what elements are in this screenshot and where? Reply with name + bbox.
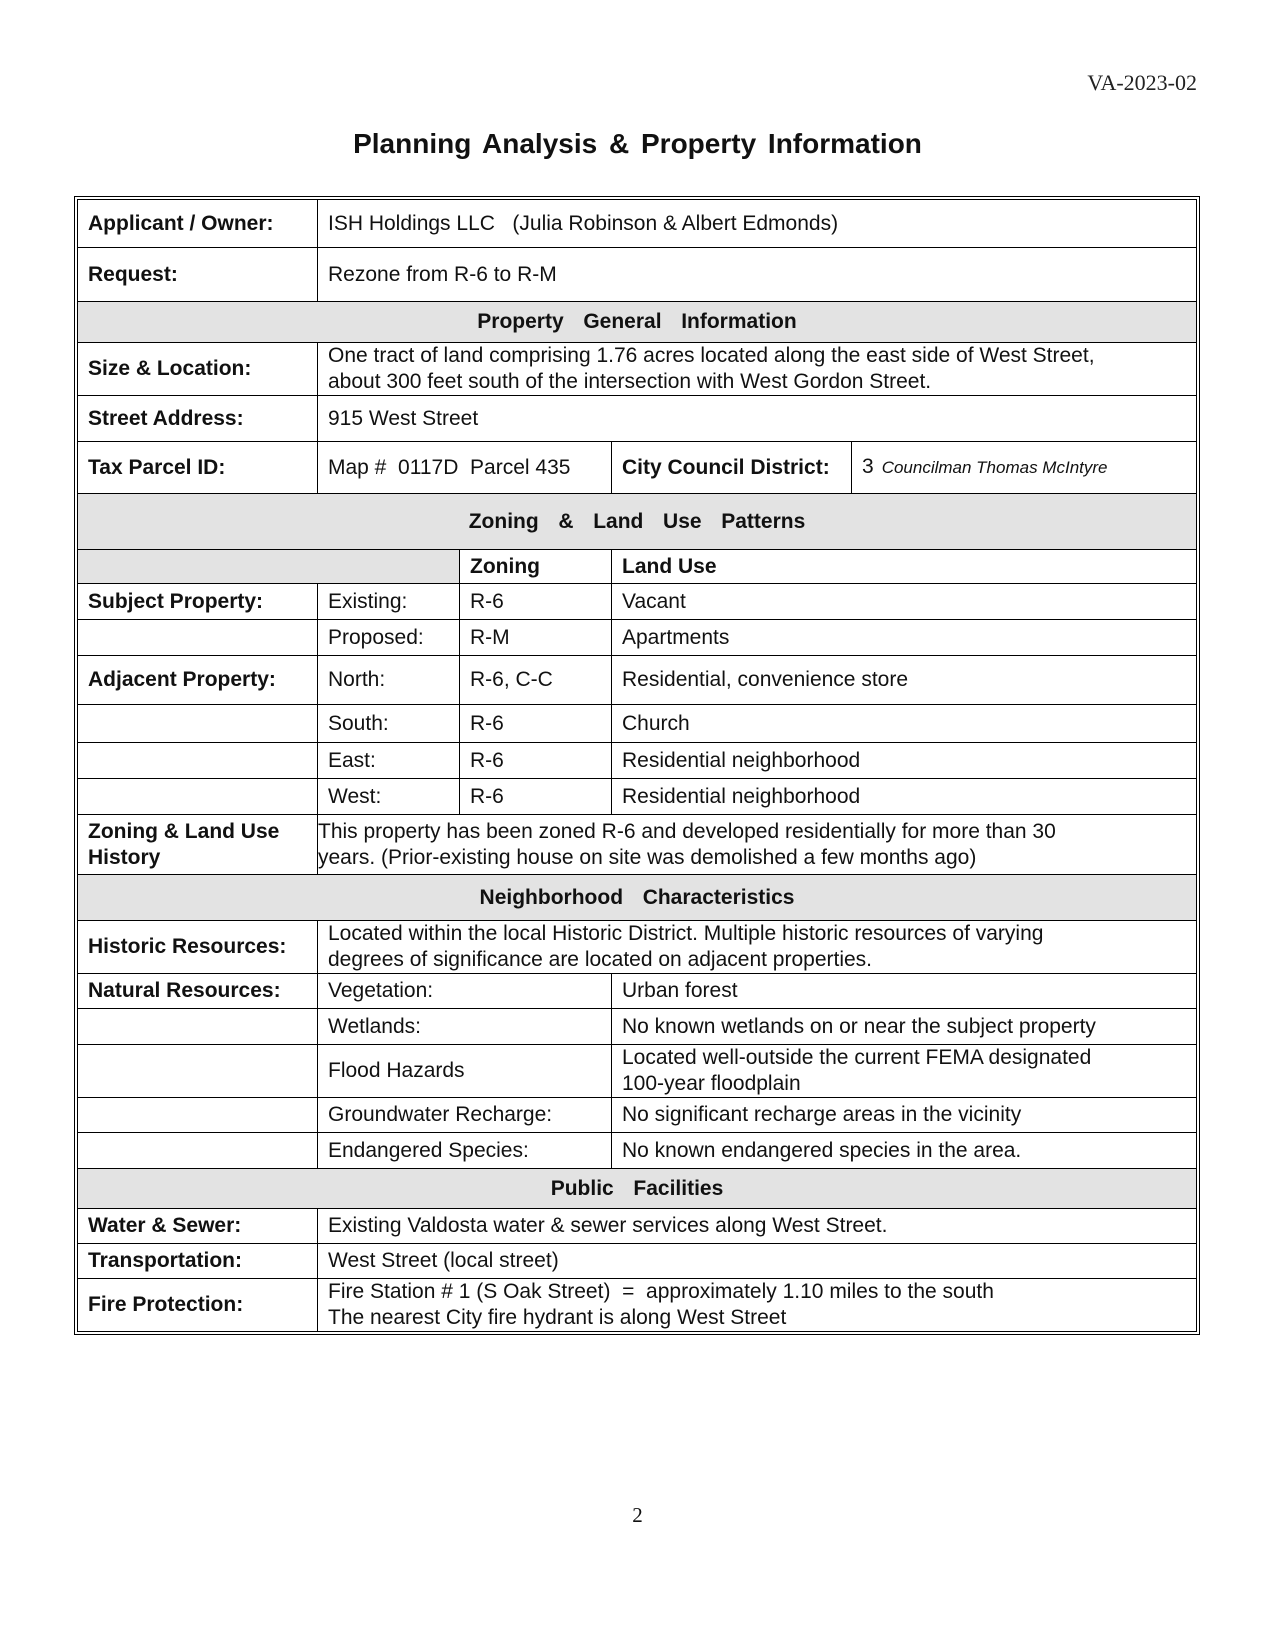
section-header-neighborhood	[78, 875, 1197, 921]
natural-item: Endangered Species:	[318, 1133, 612, 1169]
zoning-history-line-2: years. (Prior-existing house on site was demolished a few months ago)	[318, 845, 977, 869]
tax-parcel-label: Tax Parcel ID:	[78, 442, 318, 494]
size-location-line-2: about 300 feet south of the intersection with West Gordon Street.	[328, 370, 932, 393]
page-title: Planning Analysis & Property Information	[353, 128, 922, 159]
applicant-label: Applicant / Owner:	[78, 200, 318, 248]
adjacent-property-label: Adjacent Property:	[78, 656, 318, 705]
historic-resources-value	[318, 921, 1197, 974]
adjacent-west-dir: West:	[318, 779, 460, 815]
zoning-column-headers	[78, 550, 1197, 584]
flood-line-1: Located well-outside the current FEMA designated	[622, 1046, 1092, 1069]
natural-value	[612, 1045, 1197, 1098]
zoning-history-line-1: This property has been zoned R-6 and developed residentially for more than 30	[318, 819, 1056, 843]
water-sewer-value: Existing Valdosta water & sewer services along West Street.	[318, 1209, 1197, 1244]
adjacent-east-row	[78, 743, 1197, 779]
request-row	[78, 248, 1197, 302]
applicant-row	[78, 200, 1197, 248]
flood-line-2: 100-year floodplain	[622, 1072, 801, 1095]
blank-cell	[78, 743, 318, 779]
natural-vegetation-row	[78, 974, 1197, 1009]
zoning-heading: Zoning & Land Use Patterns	[78, 494, 1197, 550]
adjacent-south-use: Church	[612, 705, 1197, 743]
street-address-label: Street Address:	[78, 396, 318, 442]
historic-resources-line-1: Located within the local Historic District. Multiple historic resources of varying	[328, 922, 1044, 945]
blank-cell	[78, 1098, 318, 1133]
blank-cell	[78, 1045, 318, 1098]
zoning-header-blank	[78, 550, 460, 584]
natural-flood-row	[78, 1045, 1197, 1098]
historic-resources-label: Historic Resources:	[78, 921, 318, 974]
natural-item: Vegetation:	[318, 974, 612, 1009]
size-location-label: Size & Location:	[78, 343, 318, 396]
subject-existing-zoning: R-6	[460, 584, 612, 620]
tax-parcel-value: Map # 0117D Parcel 435	[318, 442, 612, 494]
adjacent-east-dir: East:	[318, 743, 460, 779]
zoning-history-value	[318, 815, 1197, 875]
general-heading: Property General Information	[78, 302, 1197, 343]
zoning-history-label-line-2: History	[88, 845, 161, 869]
natural-value: No known endangered species in the area.	[612, 1133, 1197, 1169]
transportation-value: West Street (local street)	[318, 1244, 1197, 1279]
blank-cell	[78, 1009, 318, 1045]
applicant-value: ISH Holdings LLC (Julia Robinson & Albert Edmonds)	[318, 200, 1197, 248]
size-location-value	[318, 343, 1197, 396]
natural-groundwater-row	[78, 1098, 1197, 1133]
subject-proposed-use: Apartments	[612, 620, 1197, 656]
subject-existing-row	[78, 584, 1197, 620]
adjacent-south-row	[78, 705, 1197, 743]
size-location-row	[78, 343, 1197, 396]
blank-cell	[78, 705, 318, 743]
section-header-zoning	[78, 494, 1197, 550]
natural-value: No significant recharge areas in the vicinity	[612, 1098, 1197, 1133]
subject-existing-dir: Existing:	[318, 584, 460, 620]
case-number: VA-2023-02	[1087, 70, 1197, 95]
natural-value: No known wetlands on or near the subject property	[612, 1009, 1197, 1045]
page-number: 2	[632, 1503, 643, 1527]
blank-cell	[78, 620, 318, 656]
subject-proposed-row	[78, 620, 1197, 656]
adjacent-west-zoning: R-6	[460, 779, 612, 815]
blank-cell	[78, 1133, 318, 1169]
transportation-row	[78, 1244, 1197, 1279]
adjacent-south-dir: South:	[318, 705, 460, 743]
natural-resources-label: Natural Resources:	[78, 974, 318, 1009]
request-label: Request:	[78, 248, 318, 302]
fire-protection-line-2: The nearest City fire hydrant is along West Street	[328, 1306, 787, 1329]
natural-wetlands-row	[78, 1009, 1197, 1045]
facilities-heading: Public Facilities	[78, 1169, 1197, 1209]
tax-parcel-row	[78, 442, 1197, 494]
zoning-history-label-line-1: Zoning & Land Use	[88, 819, 280, 843]
subject-existing-use: Vacant	[612, 584, 1197, 620]
landuse-column-header: Land Use	[612, 550, 1197, 584]
adjacent-north-use: Residential, convenience store	[612, 656, 1197, 705]
blank-cell	[78, 779, 318, 815]
council-district-number: 3	[862, 455, 874, 478]
fire-protection-value	[318, 1279, 1197, 1332]
size-location-line-1: One tract of land comprising 1.76 acres located along the east side of West Street,	[328, 344, 1095, 367]
adjacent-north-row	[78, 656, 1197, 705]
subject-property-label: Subject Property:	[78, 584, 318, 620]
natural-item: Flood Hazards	[318, 1045, 612, 1098]
natural-value: Urban forest	[612, 974, 1197, 1009]
request-value: Rezone from R-6 to R-M	[318, 248, 1197, 302]
natural-endangered-row	[78, 1133, 1197, 1169]
subject-proposed-zoning: R-M	[460, 620, 612, 656]
neighborhood-heading: Neighborhood Characteristics	[78, 875, 1197, 921]
council-district-rep: Councilman Thomas McIntyre	[881, 458, 1108, 477]
fire-protection-label: Fire Protection:	[78, 1279, 318, 1332]
adjacent-east-zoning: R-6	[460, 743, 612, 779]
natural-item: Groundwater Recharge:	[318, 1098, 612, 1133]
adjacent-north-zoning: R-6, C-C	[460, 656, 612, 705]
fire-protection-row	[78, 1279, 1197, 1332]
street-address-value: 915 West Street	[318, 396, 1197, 442]
subject-proposed-dir: Proposed:	[318, 620, 460, 656]
adjacent-west-use: Residential neighborhood	[612, 779, 1197, 815]
zoning-column-header: Zoning	[460, 550, 612, 584]
water-sewer-label: Water & Sewer:	[78, 1209, 318, 1244]
adjacent-north-dir: North:	[318, 656, 460, 705]
street-address-row	[78, 396, 1197, 442]
historic-resources-row	[78, 921, 1197, 974]
zoning-history-row	[78, 815, 1197, 875]
water-sewer-row	[78, 1209, 1197, 1244]
historic-resources-line-2: degrees of significance are located on adjacent properties.	[328, 948, 873, 971]
council-district-label: City Council District:	[612, 442, 852, 494]
adjacent-south-zoning: R-6	[460, 705, 612, 743]
adjacent-west-row	[78, 779, 1197, 815]
section-header-facilities	[78, 1169, 1197, 1209]
natural-item: Wetlands:	[318, 1009, 612, 1045]
property-info-table	[74, 196, 1200, 1335]
council-district-value	[852, 442, 1197, 494]
section-header-general	[78, 302, 1197, 343]
zoning-history-label	[78, 815, 318, 875]
transportation-label: Transportation:	[78, 1244, 318, 1279]
adjacent-east-use: Residential neighborhood	[612, 743, 1197, 779]
fire-protection-line-1: Fire Station # 1 (S Oak Street) = approximately 1.10 miles to the south	[328, 1280, 994, 1303]
